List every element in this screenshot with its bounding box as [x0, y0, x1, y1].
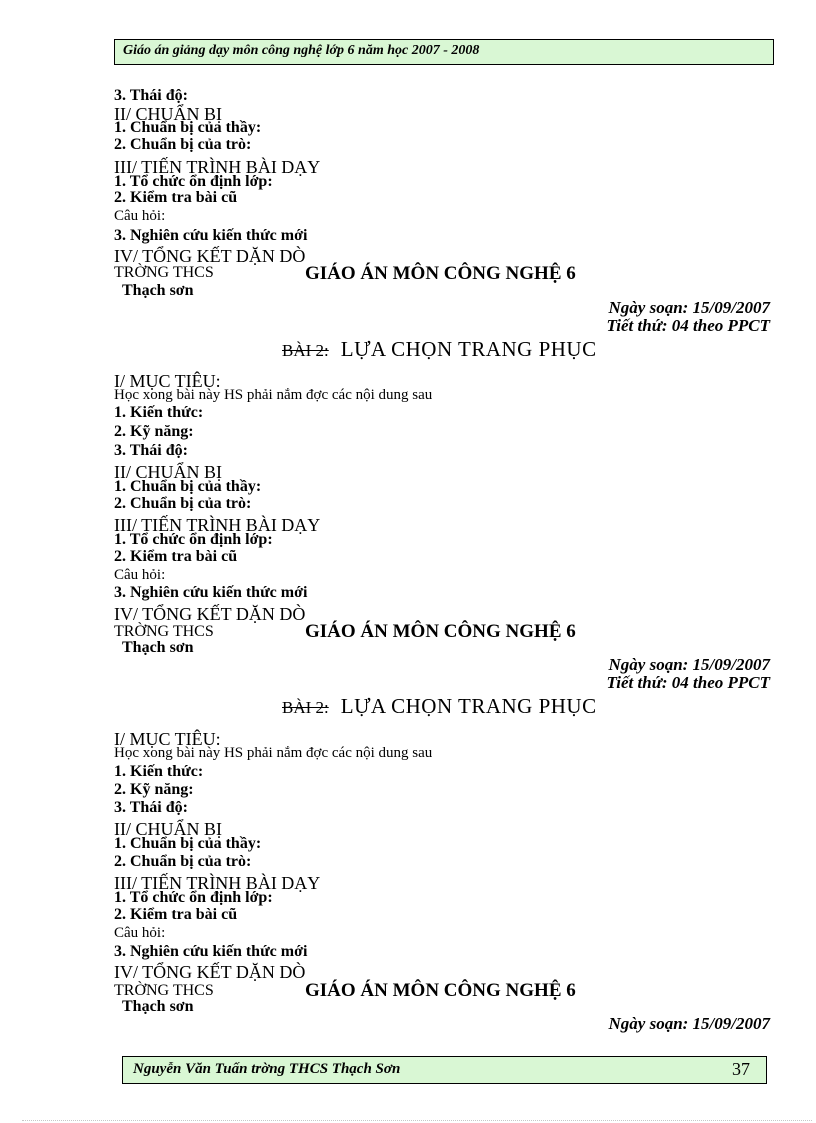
page-header — [114, 39, 774, 65]
muc-tieu-heading: I/ MỤC TIÊU: — [114, 729, 221, 749]
ngay-soan: Ngày soạn: 15/09/2007 — [608, 1014, 770, 1033]
chuan-bi-thay: 1. Chuẩn bị của thầy: — [114, 119, 262, 136]
tiet-thu: Tiết thứ: 04 theo PPCT — [606, 316, 770, 335]
tiet-thu: Tiết thứ: 04 theo PPCT — [606, 673, 770, 692]
to-chuc-heading: 1. Tổ chức ổn định lớp: — [114, 173, 273, 190]
school-name: TRỜNG THCS — [114, 982, 214, 999]
nghien-cuu-heading: 3. Nghiên cứu kiến thức mới — [114, 584, 308, 601]
school-name: TRỜNG THCS — [114, 623, 214, 640]
document-title: GIÁO ÁN MÔN CÔNG NGHỆ 6 — [305, 263, 576, 284]
cau-hoi-label: Câu hỏi: — [114, 925, 166, 941]
header-text: Giáo án giảng dạy môn công nghệ lớp 6 năm học 2007 - 2008 — [123, 43, 480, 58]
intro-text: Học xong bài này HS phải nắm đợc các nội dung sau — [114, 387, 433, 403]
ky-nang-heading: 2. Kỹ năng: — [114, 781, 194, 798]
tong-ket-heading: IV/ TỔNG KẾT DẶN DÒ — [114, 246, 306, 266]
tien-trinh-heading: III/ TIẾN TRÌNH BÀI DẠY — [114, 515, 321, 535]
to-chuc-heading: 1. Tổ chức ổn định lớp: — [114, 889, 273, 906]
kiem-tra-heading: 2. Kiểm tra bài cũ — [114, 189, 238, 206]
lesson-name: LỰA CHỌN TRANG PHỤC — [340, 337, 597, 361]
muc-tieu-heading: I/ MỤC TIÊU: — [114, 371, 221, 391]
chuan-bi-heading: II/ CHUẨN BỊ — [114, 104, 222, 124]
school-name: TRỜNG THCS — [114, 264, 214, 281]
school-place: Thạch sơn — [122, 998, 194, 1015]
document-title: GIÁO ÁN MÔN CÔNG NGHỆ 6 — [305, 980, 576, 1001]
to-chuc-heading: 1. Tổ chức ổn định lớp: — [114, 531, 273, 548]
page-number: 37 — [732, 1059, 750, 1079]
lesson-name: LỰA CHỌN TRANG PHỤC — [340, 694, 597, 718]
kien-thuc-heading: 1. Kiến thức: — [114, 763, 204, 780]
thai-do-heading: 3. Thái độ: — [114, 442, 188, 459]
page-bottom-divider — [22, 1120, 812, 1121]
document-title: GIÁO ÁN MÔN CÔNG NGHỆ 6 — [305, 621, 576, 642]
tien-trinh-heading: III/ TIẾN TRÌNH BÀI DẠY — [114, 157, 321, 177]
lesson-title — [282, 339, 597, 360]
nghien-cuu-heading: 3. Nghiên cứu kiến thức mới — [114, 227, 308, 244]
school-place: Thạch sơn — [122, 282, 194, 299]
thai-do-heading: 3. Thái độ: — [114, 87, 188, 104]
lesson-number: BÀI 2: — [282, 341, 329, 360]
nghien-cuu-heading: 3. Nghiên cứu kiến thức mới — [114, 943, 308, 960]
ky-nang-heading: 2. Kỹ năng: — [114, 423, 194, 440]
kiem-tra-heading: 2. Kiểm tra bài cũ — [114, 906, 238, 923]
footer-text: Nguyễn Văn Tuấn trờng THCS Thạch Sơn — [133, 1061, 401, 1077]
tong-ket-heading: IV/ TỔNG KẾT DẶN DÒ — [114, 604, 306, 624]
lesson-number: BÀI 2: — [282, 698, 329, 717]
school-place: Thạch sơn — [122, 639, 194, 656]
chuan-bi-heading: II/ CHUẨN BỊ — [114, 462, 222, 482]
tien-trinh-heading: III/ TIẾN TRÌNH BÀI DẠY — [114, 873, 321, 893]
kien-thuc-heading: 1. Kiến thức: — [114, 404, 204, 421]
kiem-tra-heading: 2. Kiểm tra bài cũ — [114, 548, 238, 565]
tong-ket-heading: IV/ TỔNG KẾT DẶN DÒ — [114, 962, 306, 982]
thai-do-heading: 3. Thái độ: — [114, 799, 188, 816]
cau-hoi-label: Câu hỏi: — [114, 208, 166, 224]
cau-hoi-label: Câu hỏi: — [114, 567, 166, 583]
chuan-bi-tro: 2. Chuẩn bị của trò: — [114, 136, 252, 153]
chuan-bi-tro: 2. Chuẩn bị của trò: — [114, 853, 252, 870]
page-footer — [122, 1056, 767, 1084]
chuan-bi-thay: 1. Chuẩn bị của thầy: — [114, 478, 262, 495]
intro-text: Học xong bài này HS phải nắm đợc các nội dung sau — [114, 745, 433, 761]
chuan-bi-tro: 2. Chuẩn bị của trò: — [114, 495, 252, 512]
ngay-soan: Ngày soạn: 15/09/2007 — [608, 655, 770, 674]
ngay-soan: Ngày soạn: 15/09/2007 — [608, 298, 770, 317]
chuan-bi-heading: II/ CHUẨN BỊ — [114, 819, 222, 839]
chuan-bi-thay: 1. Chuẩn bị của thầy: — [114, 835, 262, 852]
lesson-title — [282, 696, 597, 717]
